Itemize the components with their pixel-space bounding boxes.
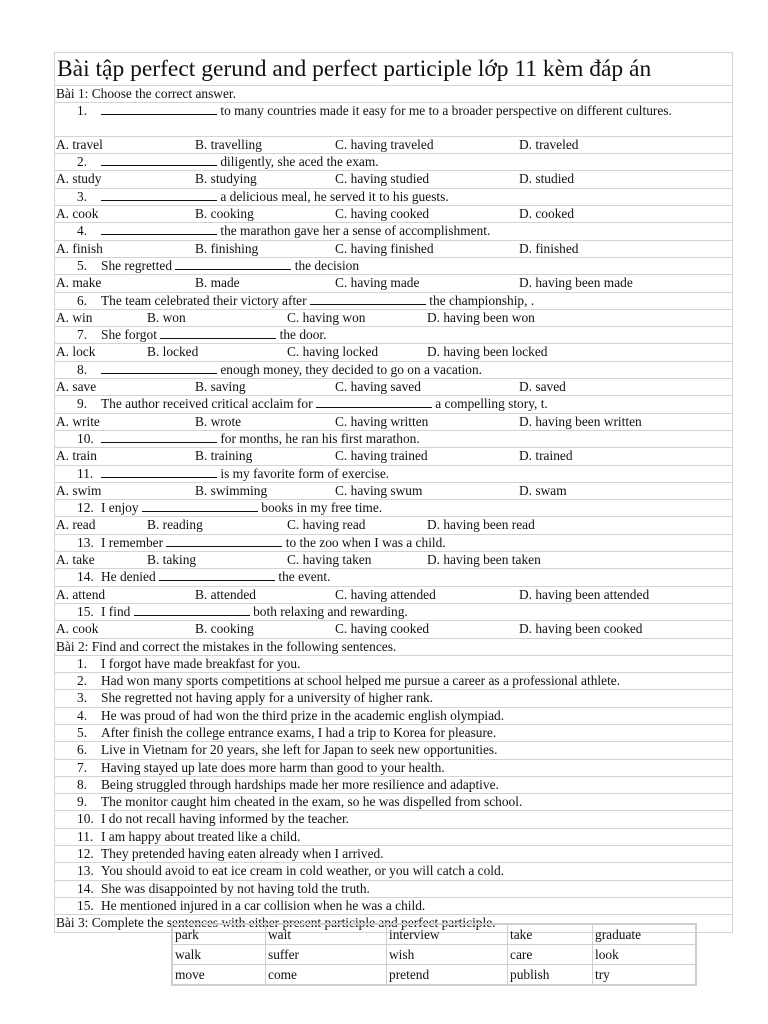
question (55, 396, 732, 412)
question-number: 13. (77, 534, 94, 550)
question-text (101, 569, 732, 585)
answer-blank[interactable] (159, 569, 275, 581)
question (55, 466, 732, 482)
answer-option[interactable]: D. saved (519, 379, 566, 395)
answer-blank[interactable] (101, 223, 217, 235)
section-3-heading: Bài 3: Complete the sentences with either present participle and perfect participle. (54, 915, 733, 932)
answer-option[interactable]: B. finishing (195, 240, 259, 256)
page-title: Bài tập perfect gerund and perfect participle lớp 11 kèm đáp án (54, 52, 733, 86)
sentence-number: 4. (77, 707, 88, 723)
answer-option[interactable]: C. having cooked (335, 206, 430, 222)
options-row (54, 310, 733, 327)
question-row (54, 223, 733, 240)
answer-option[interactable]: D. having been won (427, 309, 535, 325)
answer-option[interactable]: A. win (56, 309, 93, 325)
word-bank-cell: park (173, 925, 266, 945)
options-row (54, 206, 733, 223)
sentence-row (54, 794, 733, 811)
answer-option[interactable]: D. cooked (519, 206, 575, 222)
answer-option[interactable]: A. write (56, 413, 100, 429)
answer-option[interactable]: B. saving (195, 379, 246, 395)
word-bank-cell: publish (508, 965, 593, 985)
word-bank-cell: wish (387, 945, 508, 965)
sentence-text: After finish the college entrance exams, I had a trip to Korea for pleasure. (101, 724, 497, 740)
word-bank-cell: walk (173, 945, 266, 965)
question-number: 5. (77, 257, 88, 273)
sentence-row (54, 690, 733, 707)
answer-option[interactable]: A. study (56, 171, 102, 187)
sentence-row (54, 898, 733, 915)
sentence-text: The monitor caught him cheated in the exam, so he was dispelled from school. (101, 794, 523, 810)
question (55, 103, 732, 119)
question-text-after: both relaxing and rewarding. (249, 603, 408, 619)
sentence (55, 673, 732, 689)
question-text-before: I find (101, 603, 134, 619)
answer-blank[interactable] (101, 103, 217, 115)
sentence-number: 1. (77, 655, 88, 671)
question (55, 604, 732, 620)
answer-option[interactable]: A. train (56, 448, 97, 464)
answer-option[interactable]: D. having been taken (427, 552, 541, 568)
question-text-before: She regretted (101, 257, 176, 273)
answer-option[interactable]: C. having finished (335, 240, 434, 256)
question (55, 431, 732, 447)
sentence-text: Having stayed up late does more harm than good to your health. (101, 759, 445, 775)
question-row (54, 258, 733, 275)
sentence-text: You should avoid to eat ice cream in cold weather, or you will catch a cold. (101, 863, 505, 879)
options-row (54, 241, 733, 258)
answer-option[interactable]: A. cook (56, 621, 99, 637)
answer-option[interactable]: C. having taken (287, 552, 372, 568)
question-text-before: He denied (101, 569, 160, 585)
sentence-text: I do not recall having informed by the teacher. (101, 811, 350, 827)
question-number: 3. (77, 188, 88, 204)
word-bank-row (173, 925, 696, 945)
question-text-after: the door. (276, 327, 327, 343)
answer-option[interactable]: B. taking (147, 552, 197, 568)
question-text-before: The team celebrated their victory after (101, 292, 310, 308)
sentence (55, 742, 732, 758)
question-text (101, 535, 732, 551)
answer-option[interactable]: C. having attended (335, 586, 436, 602)
answer-option[interactable]: A. take (56, 552, 95, 568)
question-number: 12. (77, 500, 94, 516)
answer-blank[interactable] (175, 258, 291, 270)
options-row (54, 379, 733, 396)
question (55, 223, 732, 239)
answer-blank[interactable] (134, 604, 250, 616)
question-text (101, 604, 732, 620)
answer-blank[interactable] (101, 362, 217, 374)
answer-option[interactable]: A. save (56, 379, 97, 395)
options-row (54, 344, 733, 361)
question-row (54, 103, 733, 137)
answer-option[interactable]: D. having been locked (427, 344, 548, 360)
sentence (55, 794, 732, 810)
answer-option[interactable]: D. studied (519, 171, 575, 187)
question-text-before: I enjoy (101, 500, 142, 516)
options-row (54, 517, 733, 534)
word-bank-cell: interview (387, 925, 508, 945)
question-text-before: The author received critical acclaim for (101, 396, 316, 412)
answer-option[interactable]: D. having been made (519, 275, 633, 291)
question-text (101, 189, 732, 205)
answer-blank[interactable] (142, 500, 258, 512)
word-bank-row (173, 965, 696, 985)
sentence (55, 656, 732, 672)
answer-option[interactable]: B. cooking (195, 621, 254, 637)
answer-option[interactable]: B. training (195, 448, 253, 464)
answer-option[interactable]: A. read (56, 517, 96, 533)
question (55, 293, 732, 309)
question-row (54, 535, 733, 552)
question-text-before: She forgot (101, 327, 161, 343)
answer-option[interactable]: A. travel (56, 136, 103, 152)
word-bank-table (172, 924, 696, 985)
question-text-after: enough money, they decided to go on a vacation. (217, 361, 483, 377)
question-text (101, 103, 732, 119)
answer-option[interactable]: B. cooking (195, 206, 254, 222)
question-row (54, 362, 733, 379)
question-text-after: to many countries made it easy for me to a broader perspective on different cultures. (217, 103, 672, 119)
options-row (54, 483, 733, 500)
question-text (101, 362, 732, 378)
sentence-number: 8. (77, 776, 88, 792)
sentence (55, 898, 732, 914)
sentence-number: 5. (77, 724, 88, 740)
sentence-number: 13. (77, 863, 94, 879)
answer-blank[interactable] (160, 327, 276, 339)
answer-option[interactable]: D. having been cooked (519, 621, 643, 637)
sentence-row (54, 846, 733, 863)
question-text-after: to the zoo when I was a child. (282, 534, 446, 550)
answer-option[interactable]: B. won (147, 309, 186, 325)
sentence-text: She regretted not having apply for a university of higher rank. (101, 690, 434, 706)
question-text (101, 500, 732, 516)
question-number: 11. (77, 465, 94, 481)
answer-option[interactable]: B. made (195, 275, 240, 291)
sentence (55, 829, 732, 845)
section-1 (54, 86, 733, 639)
question (55, 189, 732, 205)
word-bank-cell: come (266, 965, 387, 985)
question (55, 362, 732, 378)
sentence-text: I forgot have made breakfast for you. (101, 655, 301, 671)
question-text-after: books in my free time. (257, 500, 383, 516)
answer-option[interactable]: C. having saved (335, 379, 421, 395)
answer-option[interactable]: D. having been attended (519, 586, 650, 602)
word-bank-cell: wait (266, 925, 387, 945)
sentence-number: 15. (77, 897, 94, 913)
question-number: 4. (77, 223, 88, 239)
sentence-row (54, 777, 733, 794)
question-row (54, 604, 733, 621)
worksheet (54, 52, 733, 933)
sentence (55, 846, 732, 862)
question-text-after: a delicious meal, he served it to his guests. (217, 188, 449, 204)
answer-option[interactable]: D. having been read (427, 517, 535, 533)
options-row (54, 552, 733, 569)
answer-option[interactable]: C. having won (287, 309, 366, 325)
question (55, 500, 732, 516)
answer-blank[interactable] (101, 154, 217, 166)
answer-blank[interactable] (101, 189, 217, 201)
word-bank-cell: care (508, 945, 593, 965)
answer-option[interactable]: D. finished (519, 240, 579, 256)
answer-option[interactable]: C. having cooked (335, 621, 430, 637)
sentence-number: 6. (77, 742, 88, 758)
sentence-number: 2. (77, 673, 88, 689)
question-row (54, 569, 733, 586)
question-row (54, 466, 733, 483)
question (55, 258, 732, 274)
sentence-text: Live in Vietnam for 20 years, she left for Japan to seek new opportunities. (101, 742, 498, 758)
question-number: 1. (77, 103, 88, 119)
question-text (101, 293, 732, 309)
answer-option[interactable]: B. reading (147, 517, 203, 533)
question-row (54, 396, 733, 413)
options-row (54, 621, 733, 638)
question-row (54, 500, 733, 517)
word-bank-cell: look (593, 945, 696, 965)
answer-option[interactable]: D. having been written (519, 413, 642, 429)
question-number: 2. (77, 154, 88, 170)
sentence-row (54, 725, 733, 742)
options-row (54, 448, 733, 465)
question-text-after: a compelling story, t. (431, 396, 548, 412)
question-text (101, 431, 732, 447)
question-text (101, 466, 732, 482)
options-row (54, 414, 733, 431)
question-text-after: diligently, she aced the exam. (217, 154, 379, 170)
question-number: 7. (77, 327, 88, 343)
answer-option[interactable]: C. having written (335, 413, 429, 429)
sentence-row (54, 656, 733, 673)
options-row (54, 137, 733, 154)
word-bank-cell: move (173, 965, 266, 985)
answer-option[interactable]: D. traveled (519, 136, 579, 152)
sentence-row (54, 760, 733, 777)
word-bank-row (173, 945, 696, 965)
question (55, 154, 732, 170)
sentence-text: He was proud of had won the third prize in the academic english olympiad. (101, 707, 505, 723)
answer-option[interactable]: C. having swum (335, 482, 423, 498)
question-text (101, 258, 732, 274)
sentence (55, 690, 732, 706)
answer-option[interactable]: A. finish (56, 240, 103, 256)
question-text (101, 223, 732, 239)
question-text (101, 396, 732, 412)
answer-option[interactable]: A. make (56, 275, 102, 291)
word-bank-cell: suffer (266, 945, 387, 965)
sentence-number: 11. (77, 828, 94, 844)
sentence-row (54, 742, 733, 759)
answer-option[interactable]: C. having trained (335, 448, 428, 464)
answer-option[interactable]: C. having read (287, 517, 366, 533)
question (55, 569, 732, 585)
answer-option[interactable]: A. lock (56, 344, 96, 360)
question-text-after: the event. (275, 569, 331, 585)
sentence-text: Had won many sports competitions at school helped me pursue a career as a professional athlete. (101, 673, 621, 689)
section-1-questions (54, 103, 733, 638)
answer-option[interactable]: B. swimming (195, 482, 268, 498)
question-text-after: the championship, . (425, 292, 535, 308)
sentence-number: 3. (77, 690, 88, 706)
sentence-number: 9. (77, 794, 88, 810)
section-2-items (54, 656, 733, 915)
answer-blank[interactable] (101, 466, 217, 478)
answer-option[interactable]: A. attend (56, 586, 106, 602)
options-row (54, 587, 733, 604)
answer-option[interactable]: C. having locked (287, 344, 379, 360)
question-text-after: the marathon gave her a sense of accomplishment. (217, 223, 491, 239)
sentence (55, 725, 732, 741)
word-bank-cell: take (508, 925, 593, 945)
answer-option[interactable]: C. having traveled (335, 136, 434, 152)
question-text-after: is my favorite form of exercise. (217, 465, 390, 481)
sentence-text: They pretended having eaten already when I arrived. (101, 846, 384, 862)
question-text-after: the decision (291, 257, 360, 273)
question-number: 9. (77, 396, 88, 412)
sentence-text: She was disappointed by not having told the truth. (101, 880, 370, 896)
sentence-number: 14. (77, 880, 94, 896)
sentence-number: 12. (77, 846, 94, 862)
question-number: 15. (77, 603, 94, 619)
answer-option[interactable]: B. locked (147, 344, 199, 360)
answer-option[interactable]: D. trained (519, 448, 573, 464)
question (55, 535, 732, 551)
question-text-after: for months, he ran his first marathon. (217, 430, 420, 446)
sentence-text: I am happy about treated like a child. (101, 828, 301, 844)
sentence-text: He mentioned injured in a car collision when he was a child. (101, 897, 426, 913)
answer-option[interactable]: D. swam (519, 482, 567, 498)
sentence-number: 10. (77, 811, 94, 827)
question-number: 14. (77, 569, 94, 585)
sentence (55, 811, 732, 827)
question-row (54, 431, 733, 448)
options-row (54, 171, 733, 188)
question (55, 327, 732, 343)
question-text (101, 327, 732, 343)
question-row (54, 327, 733, 344)
sentence-row (54, 881, 733, 898)
sentence-row (54, 811, 733, 828)
answer-option[interactable]: A. cook (56, 206, 99, 222)
sentence (55, 881, 732, 897)
word-bank-cell: try (593, 965, 696, 985)
answer-option[interactable]: C. having studied (335, 171, 430, 187)
answer-option[interactable]: B. attended (195, 586, 256, 602)
question-row (54, 154, 733, 171)
answer-blank[interactable] (101, 431, 217, 443)
sentence (55, 760, 732, 776)
answer-option[interactable]: C. having made (335, 275, 420, 291)
question-text (101, 154, 732, 170)
section-2 (54, 639, 733, 916)
question-number: 6. (77, 292, 88, 308)
answer-blank[interactable] (310, 293, 426, 305)
word-bank-cell: graduate (593, 925, 696, 945)
sentence-row (54, 673, 733, 690)
sentence-row (54, 708, 733, 725)
question-number: 10. (77, 430, 94, 446)
section-1-heading: Bài 1: Choose the correct answer. (54, 86, 733, 103)
sentence-row (54, 863, 733, 880)
sentence-row (54, 829, 733, 846)
word-bank-cell: pretend (387, 965, 508, 985)
sentence (55, 777, 732, 793)
sentence (55, 863, 732, 879)
answer-blank[interactable] (316, 396, 432, 408)
options-row (54, 275, 733, 292)
answer-option[interactable]: B. wrote (195, 413, 242, 429)
sentence-text: Being struggled through hardships made her more resilience and adaptive. (101, 776, 499, 792)
answer-option[interactable]: B. travelling (195, 136, 262, 152)
question-text-before: I remember (101, 534, 167, 550)
sentence (55, 708, 732, 724)
question-number: 8. (77, 361, 88, 377)
answer-option[interactable]: A. swim (56, 482, 102, 498)
answer-blank[interactable] (166, 535, 282, 547)
answer-option[interactable]: B. studying (195, 171, 257, 187)
question-row (54, 189, 733, 206)
sentence-number: 7. (77, 759, 88, 775)
question-row (54, 293, 733, 310)
section-2-heading: Bài 2: Find and correct the mistakes in the following sentences. (54, 639, 733, 656)
